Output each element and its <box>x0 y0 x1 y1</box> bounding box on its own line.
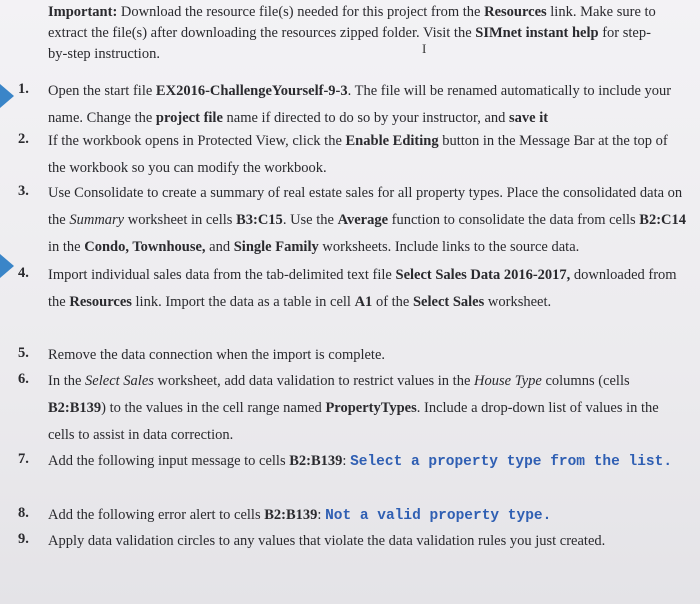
step-text: Open the start file EX2016-ChallengeYourself-9-3. The file will be renamed automatically to include your name. Change the project file name if directed to do so by your instructor, and save it <box>48 83 672 126</box>
step-number: 1. <box>18 81 29 97</box>
step-text: Import individual sales data from the tab-delimited text file Select Sales Data 2016-2017, downloaded from the Resources link. Import the data as a table in cell A1 of the Select Sales worksheet. <box>48 267 677 310</box>
step-marker-icon <box>0 254 14 278</box>
step-text: Add the following error alert to cells B2:B139: Not a valid property type. <box>48 507 552 524</box>
step-text: Add the following input message to cells B2:B139: Select a property type from the list. <box>48 453 673 470</box>
step-text: Apply data validation circles to any values that violate the data validation rules you just created. <box>48 533 606 549</box>
step-number: 4. <box>18 265 29 281</box>
resources-link[interactable]: Resources <box>484 4 547 20</box>
step-number: 6. <box>18 371 29 387</box>
important-note <box>48 2 668 65</box>
step-number: 3. <box>18 183 29 199</box>
step-number: 9. <box>18 531 29 547</box>
step-marker-icon <box>0 84 14 108</box>
important-text-2: link. Make sure to extract the file(s) after downloading the resources zipped folder. Visit the <box>48 4 656 41</box>
step-number: 8. <box>18 505 29 521</box>
step-text: Use Consolidate to create a summary of real estate sales for all property types. Place the consolidated data on the Summary worksheet in cells B3:C15. Use the Average function to consolidate the data from cells B2:C14 in the Condo, Townhouse, and Single Family worksheets. Include links to the source data. <box>48 185 687 255</box>
step-text: In the Select Sales worksheet, add data validation to restrict values in the House Type columns (cells B2:B139) to the values in the cell range named PropertyTypes. Include a drop-down list of values in the cells to assist in data correction. <box>48 373 659 443</box>
error-alert-text: Not a valid property type. <box>325 508 552 524</box>
step-number: 5. <box>18 345 29 361</box>
simnet-help[interactable]: SIMnet instant help <box>475 25 599 41</box>
important-label: Important: <box>48 4 118 20</box>
step-number: 2. <box>18 131 29 147</box>
step-text: If the workbook opens in Protected View, click the Enable Editing button in the Message Bar at the top of the workbook so you can modify the workbook. <box>48 133 668 176</box>
step-text: Remove the data connection when the import is complete. <box>48 347 386 363</box>
important-text-3: for step-by-step instruction. <box>48 25 651 62</box>
text-cursor-icon: I <box>422 41 427 56</box>
input-message-text: Select a property type from the list. <box>350 454 673 470</box>
step-number: 7. <box>18 451 29 467</box>
important-text-1: Download the resource file(s) needed for this project from the <box>120 4 481 20</box>
